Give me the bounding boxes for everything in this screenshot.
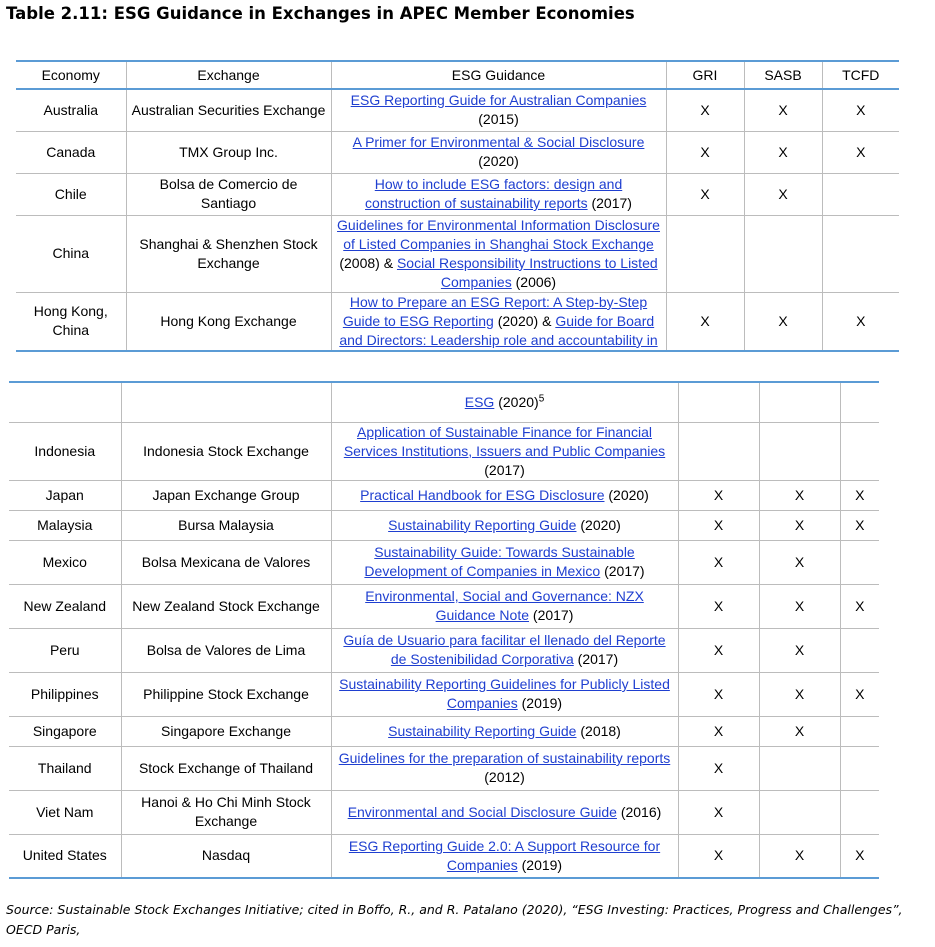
cell-economy: China <box>16 215 126 292</box>
cell-esg-guidance <box>331 790 678 834</box>
table-row <box>9 716 879 746</box>
header-esg-guidance: ESG Guidance <box>331 61 666 89</box>
table-row <box>9 746 879 790</box>
cell-sasb: X <box>759 540 840 584</box>
table-title: Table 2.11: ESG Guidance in Exchanges in APEC Member Economies <box>6 4 635 23</box>
guidance-link[interactable]: Guide for Board and Directors: Leadership role and accountability in <box>339 312 658 348</box>
cell-exchange: Singapore Exchange <box>121 716 331 746</box>
table-row <box>9 480 879 510</box>
cell-esg-guidance <box>331 834 678 878</box>
cell-sasb: X <box>759 672 840 716</box>
cell-sasb <box>759 422 840 480</box>
guidance-link[interactable]: Social Responsibility Instructions to Listed Companies <box>396 254 658 290</box>
cell-tcfd <box>822 173 899 215</box>
cell-gri <box>678 422 759 480</box>
cell-gri: X <box>678 790 759 834</box>
cell-sasb: X <box>759 834 840 878</box>
guidance-link[interactable]: ESG Reporting Guide 2.0: A Support Resource for Companies <box>348 837 661 873</box>
guidance-year: (2017) <box>600 563 645 579</box>
header-gri: GRI <box>666 61 744 89</box>
continuation-row <box>9 382 879 422</box>
cell-gri: X <box>666 131 744 173</box>
table-row <box>9 790 879 834</box>
table-row <box>16 173 899 215</box>
cell-gri: X <box>678 510 759 540</box>
guidance-link[interactable]: Guidelines for Environmental Information Disclosure of Listed Companies in Shanghai Stock Exchange <box>337 216 660 252</box>
cell-gri: X <box>666 173 744 215</box>
guidance-year: (2017) <box>587 195 632 211</box>
cell-tcfd <box>840 790 879 834</box>
cell-exchange: Bolsa de Comercio de Santiago <box>126 173 331 215</box>
guidance-link[interactable]: A Primer for Environmental & Social Disclosure <box>352 134 645 150</box>
cell-exchange: TMX Group Inc. <box>126 131 331 173</box>
cell-tcfd: X <box>840 834 879 878</box>
table-row <box>16 89 899 131</box>
cell-esg-guidance <box>331 422 678 480</box>
guidance-year: (2020) <box>576 516 621 533</box>
cell-exchange: Nasdaq <box>121 834 331 878</box>
cell-gri: X <box>678 480 759 510</box>
cell-exchange: Shanghai & Shenzhen Stock Exchange <box>126 215 331 292</box>
guidance-year: (2008) & <box>339 254 397 271</box>
guidance-link[interactable]: Sustainability Reporting Guidelines for Publicly Listed Companies <box>339 676 670 711</box>
guidance-link[interactable]: Sustainability Reporting Guide <box>388 516 577 533</box>
cell-sasb: X <box>744 173 822 215</box>
esg-table-part-2 <box>9 381 879 879</box>
cell-tcfd <box>822 215 899 292</box>
cell-gri: X <box>678 746 759 790</box>
cell-economy: Mexico <box>9 540 121 584</box>
guidance-year: (2020) <box>478 153 519 169</box>
guidance-link[interactable]: Practical Handbook for ESG Disclosure <box>360 486 605 503</box>
guidance-link[interactable]: How to include ESG factors: design and construction of sustainability reports <box>365 176 623 211</box>
cell-economy: Singapore <box>9 716 121 746</box>
guidance-year: (2017) <box>573 651 619 667</box>
guidance-year: (2019) <box>517 856 563 873</box>
cell-economy: Viet Nam <box>9 790 121 834</box>
cell-esg-guidance <box>331 746 678 790</box>
header-exchange: Exchange <box>126 61 331 89</box>
table-row <box>9 834 879 878</box>
cell-economy: Japan <box>9 480 121 510</box>
cell-gri: X <box>678 834 759 878</box>
guidance-link[interactable]: Environmental and Social Disclosure Guide <box>347 803 617 820</box>
cell-exchange: Bolsa de Valores de Lima <box>121 628 331 672</box>
cell-economy: Philippines <box>9 672 121 716</box>
guidance-link[interactable]: ESG <box>464 393 495 410</box>
cell-tcfd <box>840 716 879 746</box>
cell-esg-guidance <box>331 215 666 292</box>
cell-esg-guidance <box>331 89 666 131</box>
cell-esg-guidance <box>331 584 678 628</box>
table-row <box>16 292 899 351</box>
cell-sasb <box>759 746 840 790</box>
cell-tcfd: X <box>822 131 899 173</box>
table-row <box>16 131 899 173</box>
cell-sasb: X <box>744 131 822 173</box>
cell-economy: Indonesia <box>9 422 121 480</box>
cell-economy: New Zealand <box>9 584 121 628</box>
cell-esg-guidance <box>331 716 678 746</box>
cell-exchange: Bolsa Mexicana de Valores <box>121 540 331 584</box>
cell-economy: Canada <box>16 131 126 173</box>
cell-gri: X <box>678 628 759 672</box>
footnote-marker: 5 <box>538 393 545 405</box>
cell-tcfd <box>840 422 879 480</box>
guidance-year: (2020) & <box>493 312 556 329</box>
cell-gri: X <box>666 89 744 131</box>
cell-esg-guidance <box>331 131 666 173</box>
guidance-year: (2017) <box>529 607 574 623</box>
cell-exchange: Indonesia Stock Exchange <box>121 422 331 480</box>
esg-table-part-1 <box>16 60 899 352</box>
cell-economy: Australia <box>16 89 126 131</box>
cell-tcfd: X <box>840 510 879 540</box>
cell-exchange: Bursa Malaysia <box>121 510 331 540</box>
guidance-link[interactable]: Guía de Usuario para facilitar el llenado del Reporte de Sostenibilidad Corporativa <box>343 632 666 667</box>
guidance-year: (2018) <box>576 722 621 739</box>
cell-esg-guidance <box>331 540 678 584</box>
guidance-link[interactable]: Guidelines for the preparation of sustainability reports <box>338 750 671 766</box>
cell-gri <box>666 215 744 292</box>
guidance-link[interactable]: ESG Reporting Guide for Australian Companies <box>350 92 647 109</box>
cell-tcfd: X <box>840 584 879 628</box>
table-row <box>9 540 879 584</box>
cell-exchange: Japan Exchange Group <box>121 480 331 510</box>
guidance-year: (2012) <box>484 769 525 785</box>
cell-tcfd: X <box>822 89 899 131</box>
continuation-guidance-cell <box>331 382 678 422</box>
cell-tcfd: X <box>822 292 899 351</box>
guidance-year: (2016) <box>616 803 662 820</box>
guidance-link[interactable]: Environmental, Social and Governance: NZX Guidance Note <box>365 588 644 623</box>
cell-sasb: X <box>759 510 840 540</box>
guidance-year: (2019) <box>517 695 563 711</box>
cell-sasb: X <box>759 584 840 628</box>
cell-economy: United States <box>9 834 121 878</box>
cell-esg-guidance <box>331 480 678 510</box>
guidance-year: (2006) <box>511 273 557 290</box>
guidance-year: (2015) <box>478 111 519 128</box>
guidance-year: (2020) <box>604 486 649 503</box>
cell-sasb <box>759 790 840 834</box>
table-row <box>9 584 879 628</box>
header-sasb: SASB <box>744 61 822 89</box>
header-row <box>16 61 899 89</box>
cell-exchange: Stock Exchange of Thailand <box>121 746 331 790</box>
cell-esg-guidance <box>331 510 678 540</box>
cell-gri: X <box>678 672 759 716</box>
cell-exchange: Philippine Stock Exchange <box>121 672 331 716</box>
cell-economy: Hong Kong, China <box>16 292 126 351</box>
cell-economy: Chile <box>16 173 126 215</box>
header-tcfd: TCFD <box>822 61 899 89</box>
guidance-year: (2017) <box>484 461 525 478</box>
cell-economy: Thailand <box>9 746 121 790</box>
cell-sasb: X <box>744 292 822 351</box>
cell-gri: X <box>678 540 759 584</box>
cell-exchange: New Zealand Stock Exchange <box>121 584 331 628</box>
table-row <box>9 510 879 540</box>
cell-tcfd <box>840 746 879 790</box>
cell-gri: X <box>666 292 744 351</box>
cell-sasb: X <box>759 628 840 672</box>
guidance-year: (2020) <box>494 393 539 410</box>
cell-tcfd: X <box>840 672 879 716</box>
table-row <box>16 215 899 292</box>
cell-sasb: X <box>759 716 840 746</box>
table-row <box>9 672 879 716</box>
cell-sasb <box>744 215 822 292</box>
cell-esg-guidance <box>331 628 678 672</box>
cell-esg-guidance <box>331 672 678 716</box>
cell-exchange: Hanoi & Ho Chi Minh Stock Exchange <box>121 790 331 834</box>
cell-esg-guidance <box>331 292 666 351</box>
cell-economy: Malaysia <box>9 510 121 540</box>
guidance-link[interactable]: Sustainability Guide: Towards Sustainable Development of Companies in Mexico <box>364 544 635 579</box>
cell-sasb: X <box>744 89 822 131</box>
cell-tcfd <box>840 628 879 672</box>
cell-economy: Peru <box>9 628 121 672</box>
header-economy: Economy <box>16 61 126 89</box>
cell-gri: X <box>678 584 759 628</box>
guidance-link[interactable]: Application of Sustainable Finance for Financial Services Institutions, Issuers and Public Companies <box>343 423 666 459</box>
source-note: Source: Sustainable Stock Exchanges Initiative; cited in Boffo, R., and R. Patalano (2020), “ESG Investing: Practices, Progress and Challenges”, OECD Paris, <box>6 902 903 937</box>
cell-exchange: Hong Kong Exchange <box>126 292 331 351</box>
guidance-link[interactable]: Sustainability Reporting Guide <box>388 722 577 739</box>
cell-sasb: X <box>759 480 840 510</box>
cell-gri: X <box>678 716 759 746</box>
cell-tcfd <box>840 540 879 584</box>
table-row <box>9 628 879 672</box>
table-row <box>9 422 879 480</box>
cell-exchange: Australian Securities Exchange <box>126 89 331 131</box>
guidance-link[interactable]: How to Prepare an ESG Report: A Step-by-Step Guide to ESG Reporting <box>342 293 648 329</box>
cell-tcfd: X <box>840 480 879 510</box>
cell-esg-guidance <box>331 173 666 215</box>
